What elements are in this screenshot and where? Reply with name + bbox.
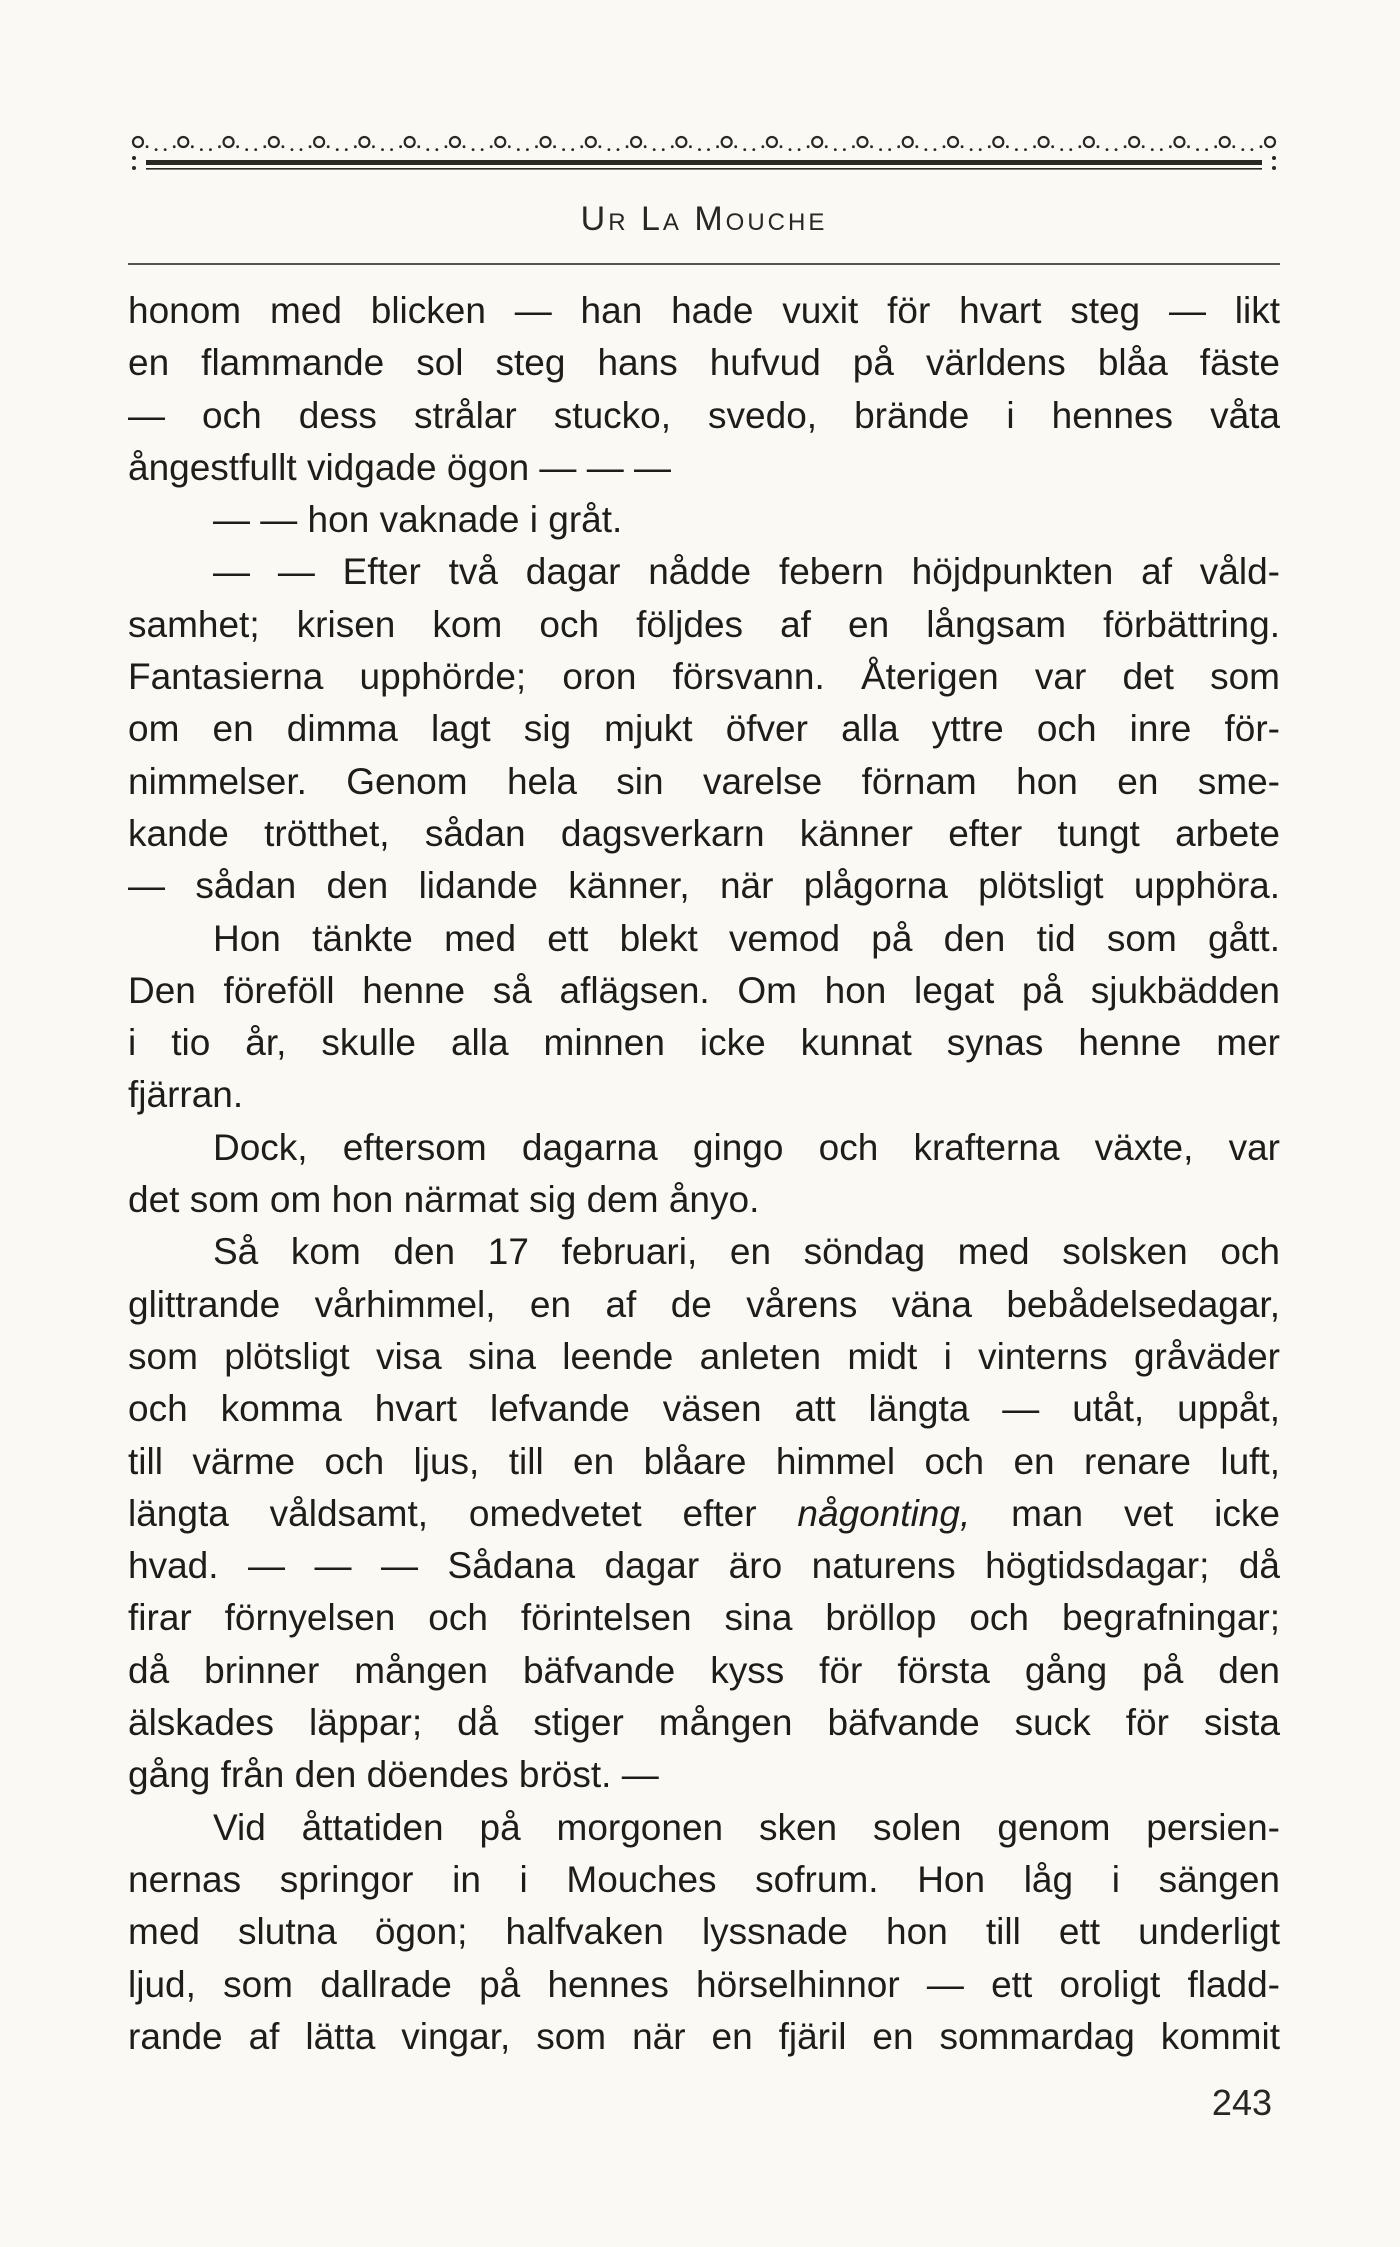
text-segment: längta våldsamt, omedvetet efter bbox=[128, 1492, 798, 1534]
page-number: 243 bbox=[1211, 2082, 1272, 2123]
text-line: i tio år, skulle alla minnen icke kunnat synas henne mer bbox=[128, 1022, 1280, 1064]
text-line: och komma hvart lefvande väsen att längta — utåt, uppåt, bbox=[128, 1388, 1280, 1430]
text-line: Den föreföll henne så aflägsen. Om hon legat på sjukbädden bbox=[128, 969, 1280, 1011]
text-line: det som om hon närmat sig dem ånyo. bbox=[128, 1179, 760, 1221]
text-line: fjärran. bbox=[128, 1074, 244, 1116]
text-line: glittrande vårhimmel, en af de vårens väna bebådelsedagar, bbox=[128, 1283, 1280, 1325]
text-segment: man vet icke bbox=[970, 1492, 1280, 1534]
text-line: nimmelser. Genom hela sin varelse förnam hon en sme- bbox=[128, 760, 1280, 802]
text-line: — — hon vaknade i gråt. bbox=[213, 499, 623, 541]
body-text bbox=[128, 285, 1280, 2063]
text-line: ångestfullt vidgade ögon — — — bbox=[128, 446, 671, 488]
text-line: rande af lätta vingar, som när en fjäril en sommardag kommit bbox=[128, 2015, 1280, 2057]
text-line: ljud, som dallrade på hennes hörselhinnor — ett oroligt fladd- bbox=[128, 1963, 1280, 2005]
text-line: Fantasierna upphörde; oron försvann. Återigen var det som bbox=[128, 656, 1280, 698]
emphasized-word: någonting, bbox=[797, 1492, 971, 1534]
text-line: Dock, eftersom dagarna gingo och krafterna växte, var bbox=[213, 1126, 1280, 1168]
text-line: kande trötthet, sådan dagsverkarn känner efter tungt arbete bbox=[128, 812, 1280, 854]
text-line: gång från den döendes bröst. — bbox=[128, 1754, 659, 1796]
text-line: samhet; krisen kom och följdes af en långsam förbättring. bbox=[128, 603, 1280, 645]
text-line: — och dess strålar stucko, svedo, brände i hennes våta bbox=[128, 394, 1280, 436]
text-line bbox=[128, 1488, 1280, 1540]
running-head: Ur La Mouche bbox=[580, 200, 828, 238]
text-line: om en dimma lagt sig mjukt öfver alla yttre och inre för- bbox=[128, 708, 1280, 750]
text-line: honom med blicken — han hade vuxit för hvart steg — likt bbox=[128, 290, 1280, 331]
text-line: med slutna ögon; halfvaken lyssnade hon till ett underligt bbox=[128, 1911, 1280, 1953]
text-line: Så kom den 17 februari, en söndag med solsken och bbox=[213, 1231, 1280, 1273]
ornament-border bbox=[128, 118, 1280, 184]
text-line: en flammande sol steg hans hufvud på världens blåa fäste bbox=[128, 342, 1280, 384]
text-line: Vid åttatiden på morgonen sken solen genom persien- bbox=[213, 1806, 1280, 1848]
text-line: — sådan den lidande känner, när plågorna plötsligt upphöra. bbox=[128, 865, 1280, 907]
text-line: till värme och ljus, till en blåare himmel och en renare luft, bbox=[128, 1440, 1280, 1482]
text-line: — — Efter två dagar nådde febern höjdpunkten af våld- bbox=[213, 551, 1280, 593]
text-line: hvad. — — — Sådana dagar äro naturens högtidsdagar; då bbox=[128, 1545, 1280, 1587]
text-line: nernas springor in i Mouches sofrum. Hon låg i sängen bbox=[128, 1858, 1280, 1900]
text-line: Hon tänkte med ett blekt vemod på den tid som gått. bbox=[213, 917, 1280, 959]
text-line: då brinner mången bäfvande kyss för första gång på den bbox=[128, 1649, 1280, 1691]
text-line: firar förnyelsen och förintelsen sina bröllop och begrafningar; bbox=[128, 1597, 1280, 1639]
header-rule bbox=[128, 263, 1280, 265]
text-line: som plötsligt visa sina leende anleten midt i vinterns gråväder bbox=[128, 1335, 1280, 1377]
text-line: älskades läppar; då stiger mången bäfvande suck för sista bbox=[128, 1702, 1280, 1744]
